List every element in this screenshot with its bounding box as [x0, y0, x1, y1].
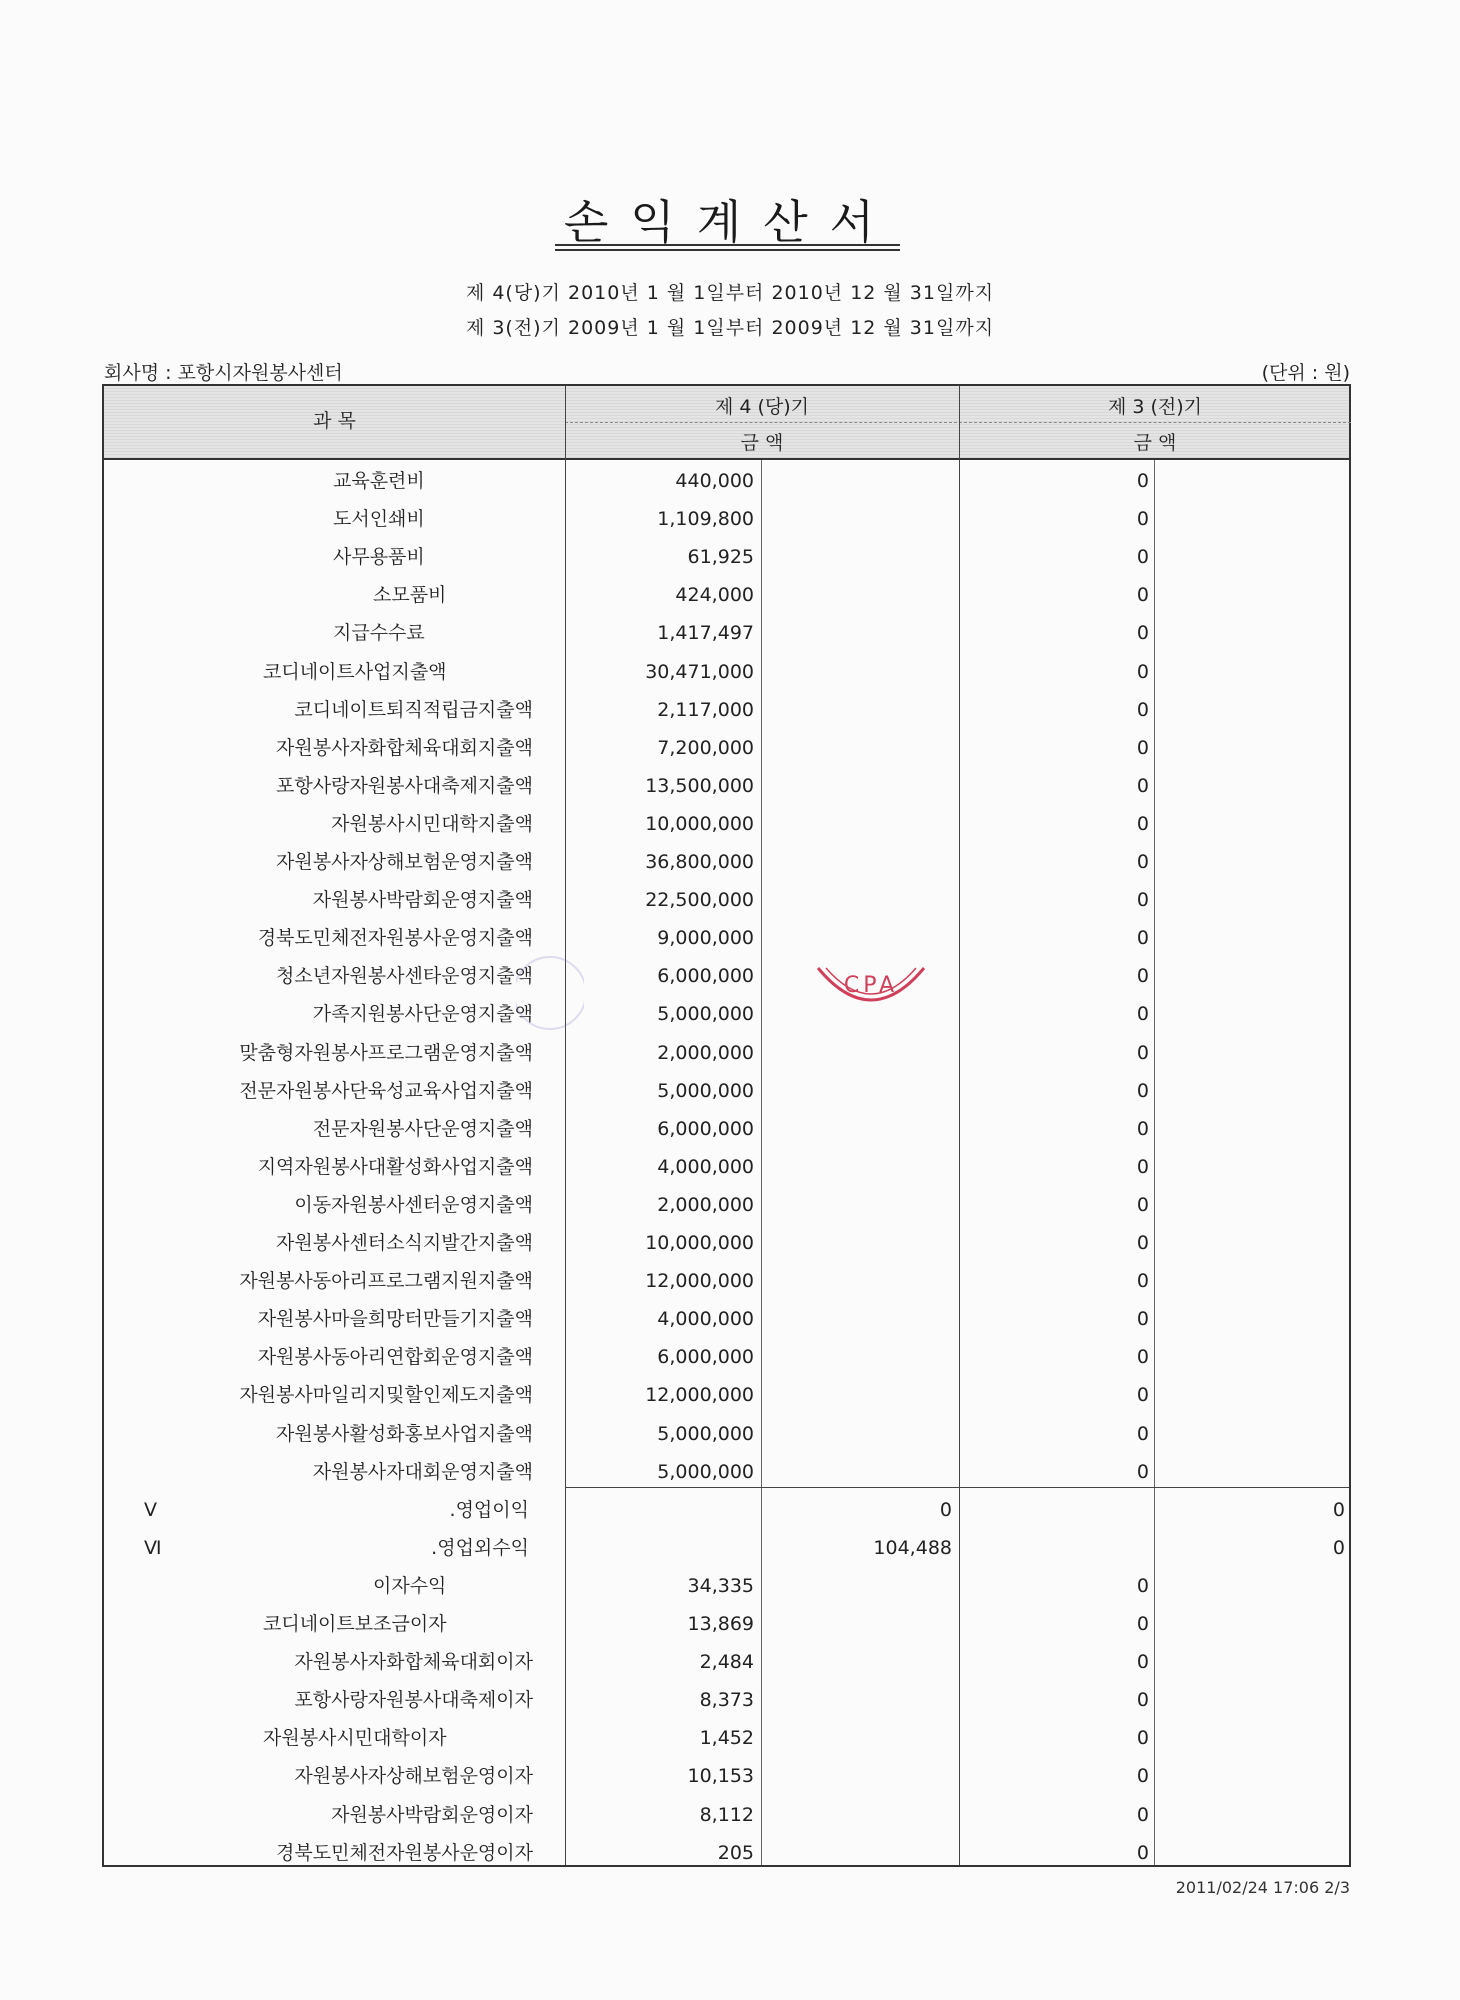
prior-period-line: 제 3(전)기 2009년 1 월 1일부터 2009년 12 월 31일까지 [465, 317, 995, 339]
account-label: 청소년자원봉사센타운영지출액 [276, 965, 533, 988]
amount-cell: 2,000,000 [657, 1193, 754, 1216]
amount-cell: 0 [1136, 1117, 1149, 1140]
amount-cell: 13,869 [687, 1613, 754, 1635]
unit-label: (단위 : 원) [1261, 362, 1350, 384]
amount-cell: 13,500,000 [645, 774, 754, 797]
amount-cell: 0 [1332, 1498, 1345, 1521]
amount-cell: 0 [1136, 1003, 1149, 1026]
amount-cell: 36,800,000 [645, 851, 754, 873]
amount-cell: 424,000 [675, 584, 754, 607]
amount-cell: 0 [1136, 1079, 1149, 1102]
document-title: 손익계산서 [563, 195, 897, 249]
table-row [104, 805, 1349, 843]
amount-cell: 34,335 [687, 1574, 754, 1597]
amount-cell: 0 [1136, 1193, 1149, 1216]
account-label: 소모품비 [373, 584, 447, 607]
amount-cell: 0 [1136, 1384, 1149, 1407]
header-prior-period: 제 3 (전)기 [1107, 396, 1203, 418]
amount-cell: 10,000,000 [645, 812, 754, 835]
amount-cell: 2,000,000 [657, 1041, 754, 1064]
amount-cell: 1,452 [699, 1727, 754, 1750]
amount-cell: 0 [1136, 1155, 1149, 1178]
table-row [104, 1034, 1349, 1072]
account-label: 자원봉사동아리연합회운영지출액 [257, 1346, 533, 1369]
account-label: 자원봉사마일리지및할인제도지출액 [239, 1384, 533, 1407]
table-row [104, 1186, 1349, 1224]
account-label: 이자수익 [373, 1574, 447, 1597]
title-underline-2 [555, 249, 900, 251]
account-label: 경북도민체전자원봉사운영이자 [276, 1841, 533, 1864]
account-label: 가족지원봉사단운영지출액 [312, 1003, 533, 1026]
table-row [104, 1796, 1349, 1834]
amount-cell: 22,500,000 [645, 889, 754, 912]
table-row [104, 843, 1349, 881]
account-label: 전문자원봉사단육성교육사업지출액 [239, 1079, 533, 1102]
amount-cell: 6,000,000 [657, 1117, 754, 1140]
amount-cell: 0 [939, 1498, 952, 1521]
account-label: 포항사랑자원봉사대축제지출액 [276, 774, 533, 797]
amount-cell: 0 [1332, 1536, 1345, 1559]
amount-cell: 0 [1136, 546, 1149, 569]
table-row [104, 1567, 1349, 1605]
amount-cell: 0 [1136, 927, 1149, 950]
print-timestamp: 2011/02/24 17:06 2/3 [1175, 1878, 1350, 1897]
account-label: 도서인쇄비 [333, 508, 425, 531]
table-row [104, 1681, 1349, 1719]
header-prior-amount: 금 액 [1133, 432, 1177, 454]
amount-cell: 2,117,000 [657, 698, 754, 721]
amount-cell: 8,373 [699, 1689, 754, 1712]
account-label: 코디네이트사업지출액 [263, 660, 447, 683]
amount-cell: 0 [1136, 1574, 1149, 1597]
table-row [104, 1605, 1349, 1643]
amount-cell: 61,925 [687, 546, 754, 569]
amount-cell: 205 [717, 1841, 754, 1864]
amount-cell: 0 [1136, 1232, 1149, 1254]
amount-cell: 4,000,000 [657, 1155, 754, 1178]
header-current-period: 제 4 (당)기 [714, 396, 810, 418]
amount-cell: 0 [1136, 1651, 1149, 1674]
account-label: 전문자원봉사단운영지출액 [312, 1117, 533, 1140]
amount-cell: 0 [1136, 508, 1149, 531]
amount-cell: 5,000,000 [657, 1422, 754, 1445]
table-row [104, 1300, 1349, 1338]
account-label: 자원봉사박람회운영지출액 [312, 889, 533, 912]
amount-cell: 10,000,000 [645, 1232, 754, 1254]
table-row [104, 919, 1349, 957]
amount-cell: 440,000 [675, 470, 754, 492]
account-label: 자원봉사활성화홍보사업지출액 [276, 1422, 533, 1445]
amount-cell: 0 [1136, 851, 1149, 873]
amount-cell: 5,000,000 [657, 1003, 754, 1026]
account-label: 자원봉사마을희망터만들기지출액 [257, 1308, 533, 1331]
amount-cell: 0 [1136, 1689, 1149, 1712]
table-row [104, 767, 1349, 805]
current-period-line: 제 4(당)기 2010년 1 월 1일부터 2010년 12 월 31일까지 [465, 282, 995, 304]
amount-cell: 0 [1136, 889, 1149, 912]
amount-cell: 4,000,000 [657, 1308, 754, 1331]
account-label: 교육훈련비 [333, 470, 425, 492]
table-row [104, 653, 1349, 691]
account-label: 자원봉사박람회운영이자 [331, 1803, 533, 1826]
svg-text:CPA: CPA [843, 973, 899, 998]
amount-cell: 0 [1136, 1422, 1149, 1445]
amount-cell: 2,484 [699, 1651, 754, 1674]
account-label: 자원봉사자상해보험운영지출액 [276, 851, 533, 873]
amount-cell: 0 [1136, 1041, 1149, 1064]
amount-cell: 8,112 [699, 1803, 754, 1826]
table-row [104, 729, 1349, 767]
table-row [104, 500, 1349, 538]
faded-seal-stamp [516, 948, 584, 1038]
account-label: 자원봉사센터소식지발간지출액 [276, 1232, 533, 1254]
table-row [104, 691, 1349, 729]
table-row [104, 1262, 1349, 1300]
header-account: 과 목 [313, 410, 356, 432]
amount-cell: 0 [1136, 622, 1149, 645]
account-label: 경북도민체전자원봉사운영지출액 [257, 927, 533, 950]
table-row [104, 1529, 1349, 1567]
amount-cell: 12,000,000 [645, 1384, 754, 1407]
amount-cell: 0 [1136, 1346, 1149, 1369]
amount-cell: 0 [1136, 965, 1149, 988]
account-label: 이동자원봉사센터운영지출액 [294, 1193, 533, 1216]
income-statement-table [102, 384, 1351, 1867]
table-row [104, 1072, 1349, 1110]
amount-cell: 0 [1136, 1613, 1149, 1635]
amount-cell: 0 [1136, 660, 1149, 683]
table-row [104, 1376, 1349, 1414]
header-current-amount: 금 액 [740, 432, 784, 454]
amount-cell: 0 [1136, 812, 1149, 835]
account-label: 자원봉사동아리프로그램지원지출액 [239, 1270, 533, 1293]
table-header [104, 386, 1349, 460]
amount-cell: 0 [1136, 698, 1149, 721]
amount-cell: 0 [1136, 774, 1149, 797]
table-row [104, 957, 1349, 995]
table-row [104, 1719, 1349, 1757]
table-row [104, 1453, 1349, 1491]
amount-cell: 5,000,000 [657, 1460, 754, 1483]
company-name: 회사명 : 포항시자원봉사센터 [104, 362, 343, 384]
amount-cell: 0 [1136, 470, 1149, 492]
table-row [104, 1415, 1349, 1453]
account-label: 자원봉사자상해보험운영이자 [294, 1765, 533, 1788]
table-row [104, 1148, 1349, 1186]
table-row [104, 1643, 1349, 1681]
table-row [104, 1491, 1349, 1529]
table-row [104, 1834, 1349, 1872]
account-label: 자원봉사시민대학이자 [263, 1727, 447, 1750]
table-row [104, 614, 1349, 652]
account-label: 맞춤형자원봉사프로그램운영지출액 [239, 1041, 533, 1064]
section-label: Ⅴ.영업이익 [144, 1498, 529, 1521]
table-row [104, 1338, 1349, 1376]
amount-cell: 7,200,000 [657, 736, 754, 759]
amount-cell: 0 [1136, 1841, 1149, 1864]
table-row [104, 1110, 1349, 1148]
table-row [104, 462, 1349, 500]
section-label: Ⅵ.영업외수익 [144, 1536, 529, 1559]
amount-cell: 1,109,800 [657, 508, 754, 531]
amount-cell: 0 [1136, 1270, 1149, 1293]
amount-cell: 12,000,000 [645, 1270, 754, 1293]
account-label: 지급수수료 [333, 622, 425, 645]
table-row [104, 995, 1349, 1033]
header-divider [565, 422, 1351, 423]
amount-cell: 0 [1136, 1727, 1149, 1750]
amount-cell: 30,471,000 [645, 660, 754, 683]
amount-cell: 0 [1136, 1803, 1149, 1826]
account-label: 자원봉사자대회운영지출액 [312, 1460, 533, 1483]
amount-cell: 0 [1136, 1460, 1149, 1483]
account-label: 사무용품비 [333, 546, 425, 569]
amount-cell: 0 [1136, 1765, 1149, 1788]
amount-cell: 104,488 [873, 1536, 952, 1559]
amount-cell: 6,000,000 [657, 965, 754, 988]
account-label: 자원봉사자화합체육대회지출액 [276, 736, 533, 759]
account-label: 포항사랑자원봉사대축제이자 [294, 1689, 533, 1712]
cpa-stamp [812, 962, 930, 1022]
amount-cell: 0 [1136, 1308, 1149, 1331]
table-row [104, 1224, 1349, 1262]
table-row [104, 538, 1349, 576]
title-underline [555, 244, 900, 246]
table-row [104, 1757, 1349, 1795]
amount-cell: 5,000,000 [657, 1079, 754, 1102]
amount-cell: 10,153 [687, 1765, 754, 1788]
amount-cell: 9,000,000 [657, 927, 754, 950]
account-label: 지역자원봉사대활성화사업지출액 [257, 1155, 533, 1178]
account-label: 자원봉사시민대학지출액 [331, 812, 533, 835]
amount-cell: 6,000,000 [657, 1346, 754, 1369]
table-row [104, 576, 1349, 614]
amount-cell: 0 [1136, 736, 1149, 759]
account-label: 자원봉사자화합체육대회이자 [294, 1651, 533, 1674]
account-label: 코디네이트보조금이자 [263, 1613, 447, 1635]
account-label: 코디네이트퇴직적립금지출액 [294, 698, 533, 721]
table-row [104, 881, 1349, 919]
amount-cell: 1,417,497 [657, 622, 754, 645]
amount-cell: 0 [1136, 584, 1149, 607]
